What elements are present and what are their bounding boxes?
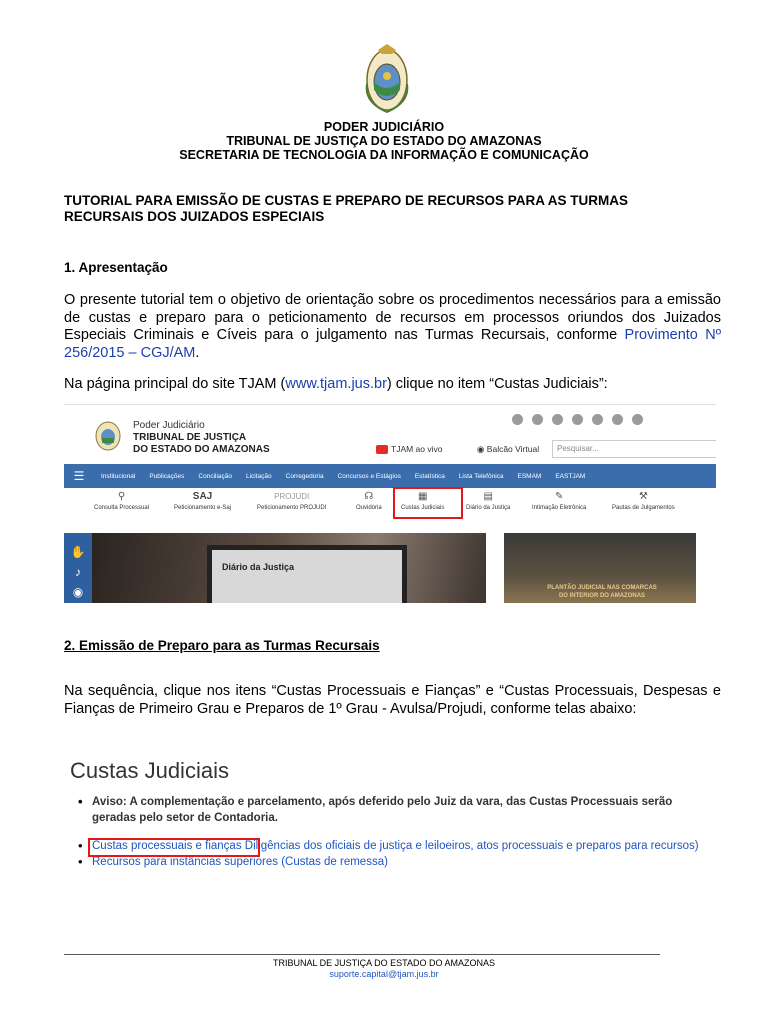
balcao-virtual-label: Balcão Virtual xyxy=(486,444,540,454)
header-line-judiciary: PODER JUDICIÁRIO xyxy=(323,120,445,134)
tjam-site-seal-icon xyxy=(94,421,122,451)
hamburger-menu-icon[interactable]: ☰ xyxy=(64,464,94,488)
header-line-tribunal: TRIBUNAL DE JUSTIÇA DO ESTADO DO AMAZONAS xyxy=(226,134,542,148)
shortcut-intimacao-eletronica[interactable] xyxy=(532,490,586,511)
document-title-line1: TUTORIAL PARA EMISSÃO DE CUSTAS E PREPARO DE RECURSOS PARA AS TURMAS xyxy=(64,193,629,208)
site-nav-bar xyxy=(64,464,716,488)
nav-item-licitacao[interactable]: Licitação xyxy=(246,472,272,480)
section-1-heading: 1. Apresentação xyxy=(64,260,168,275)
tjam-site-link[interactable]: www.tjam.jus.br xyxy=(285,376,387,392)
newspaper-icon: ▤ xyxy=(483,491,493,502)
document-title-line2: RECURSAIS DOS JUIZADOS ESPECIAIS xyxy=(64,209,325,224)
shortcut-esaj-label: Peticionamento e-Saj xyxy=(174,505,232,511)
plantao-line1: PLANTÃO JUDICIAL NAS COMARCAS xyxy=(547,585,657,591)
shortcut-ouvidoria-label: Ouvidoria xyxy=(356,505,382,511)
shortcut-intimacao-label: Intimação Eletrônica xyxy=(532,505,587,511)
custas-aviso-item: • Aviso: A complementação e parcelamento, após deferido pelo Juiz da vara, das Custas Processuais serão geradas pelo setor de Contadoria. xyxy=(76,794,716,826)
tjam-coat-of-arms-icon xyxy=(364,44,410,116)
shortcut-diario-justica[interactable] xyxy=(466,490,510,511)
section-2-paragraph: Na sequência, clique nos itens “Custas Processuais e Fianças” e “Custas Processuais, Despesas e Fianças de Primeiro Grau e Preparos de 1º Grau - Avulsa/Projudi, conforme telas abaixo: xyxy=(64,683,721,717)
camera-icon[interactable] xyxy=(572,414,583,425)
provimento-link[interactable]: Provimento Nº 256/2015 – CGJ/AM xyxy=(64,327,721,361)
custas-processuais-highlight xyxy=(88,838,260,857)
headset-icon: ☊ xyxy=(364,491,374,502)
nav-item-publicacoes[interactable]: Publicações xyxy=(149,472,185,480)
gavel-icon: ⚒ xyxy=(638,491,648,502)
nav-item-concursos[interactable]: Concursos e Estágios xyxy=(337,472,401,480)
tjam-instruction-after: ) clique no item “Custas Judiciais”: xyxy=(386,376,608,392)
shortcut-consulta-label: Consulta Processual xyxy=(94,505,150,511)
accessibility-sidebar xyxy=(64,533,92,603)
diligencias-link[interactable]: Diligências dos oficiais de justiça e leiloeiros, atos processuais e preparos para recursos) xyxy=(244,840,699,852)
tjam-ao-vivo-link[interactable] xyxy=(376,444,443,454)
nav-item-conciliacao[interactable]: Conciliação xyxy=(198,472,232,480)
custas-processuais-link[interactable]: Custas processuais e fianças xyxy=(92,840,242,852)
custas-page-title: Custas Judiciais xyxy=(70,758,229,783)
shortcut-pautas-label: Pautas de Julgamentos xyxy=(612,505,675,511)
header-line-secretaria: SECRETARIA DE TECNOLOGIA DA INFORMAÇÃO E COMUNICAÇÃO xyxy=(179,148,589,162)
audio-description-icon[interactable]: ♪ xyxy=(75,565,81,579)
tjam-instruction-before: Na página principal do site TJAM ( xyxy=(64,376,286,392)
document-edit-icon: ✎ xyxy=(554,491,564,502)
youtube-live-icon xyxy=(376,445,388,454)
tjam-site-org-line1: Poder Judiciário xyxy=(133,420,205,431)
shortcut-row xyxy=(64,490,716,522)
saj-logo: SAJ xyxy=(192,491,213,502)
recursos-instancias-link[interactable]: Recursos para instâncias superiores (Custas de remessa) xyxy=(92,856,388,868)
nav-item-corregedoria[interactable]: Corregedoria xyxy=(285,472,324,480)
social-icons xyxy=(512,414,643,425)
hand-sign-icon[interactable]: ✋ xyxy=(70,545,86,559)
youtube-icon[interactable] xyxy=(552,414,563,425)
user-icon[interactable] xyxy=(632,414,643,425)
magnifier-icon: ⚲ xyxy=(117,491,126,502)
tjam-ao-vivo-label: TJAM ao vivo xyxy=(391,444,443,454)
calculator-icon: ▦ xyxy=(417,491,428,502)
custas-judiciais-screenshot xyxy=(64,758,724,898)
twitter-icon[interactable] xyxy=(532,414,543,425)
laptop-illustration xyxy=(207,545,407,603)
section-1-paragraph-end: . xyxy=(195,344,200,361)
plantao-banner-text xyxy=(532,584,672,600)
tjam-site-org-line3: DO ESTADO DO AMAZONAS xyxy=(133,444,270,455)
shortcut-peticionamento-esaj[interactable] xyxy=(174,490,231,511)
custas-list xyxy=(76,794,716,870)
plantao-line2: DO INTERIOR DO AMAZONAS xyxy=(558,593,646,599)
section-1-paragraph-text: O presente tutorial tem o objetivo de orientação sobre os procedimentos necessários para a emissão de custas e preparo para o peticionamento de recursos em processos oriundos dos Juizados Especiais Criminais e Cíveis para o julgamento nas Turmas Recursais, conforme xyxy=(64,292,721,343)
banner-diario-title: Diário da Justiça xyxy=(222,562,295,572)
shortcut-ouvidoria[interactable] xyxy=(356,490,382,511)
nav-item-eastjam[interactable]: EASTJAM xyxy=(555,472,586,480)
tjam-site-org-line2: TRIBUNAL DE JUSTIÇA xyxy=(133,432,247,443)
shortcut-consulta-processual[interactable] xyxy=(94,490,149,511)
shortcut-projudi-label: Peticionamento PROJUDI xyxy=(257,505,327,511)
nav-item-lista-telefonica[interactable]: Lista Telefônica xyxy=(458,472,504,480)
site-search-input[interactable]: Pesquisar... xyxy=(552,440,716,458)
projudi-logo: PROJUDI xyxy=(274,492,310,501)
nav-item-esmam[interactable]: ESMAM xyxy=(517,472,542,480)
footer-rule xyxy=(64,954,660,955)
shortcut-peticionamento-projudi[interactable] xyxy=(257,490,326,511)
tjam-banner-screenshot xyxy=(64,533,696,603)
nav-item-estatistica[interactable]: Estatística xyxy=(414,472,445,480)
nav-item-institucional[interactable]: Institucional xyxy=(101,472,136,480)
shortcut-pautas-julgamentos[interactable] xyxy=(612,490,675,511)
banner-carousel-image[interactable] xyxy=(92,533,486,603)
plantao-banner[interactable] xyxy=(504,533,696,603)
mail-icon[interactable] xyxy=(612,414,623,425)
section-1-paragraph xyxy=(64,292,721,362)
globe-icon: ◉ xyxy=(477,444,485,454)
instagram-icon[interactable] xyxy=(512,414,523,425)
shortcut-diario-label: Diário da Justiça xyxy=(466,505,511,511)
footer-email-link[interactable]: suporte.capital@tjam.jus.br xyxy=(329,969,439,979)
tjam-site-screenshot xyxy=(64,404,716,522)
document-title xyxy=(64,193,724,225)
section-2-heading: 2. Emissão de Preparo para as Turmas Recursais xyxy=(64,638,380,653)
balcao-virtual-link[interactable] xyxy=(477,444,539,455)
shortcut-custas-label: Custas Judiciais xyxy=(401,505,445,511)
eye-icon[interactable]: ◉ xyxy=(72,585,84,599)
tjam-instruction-paragraph xyxy=(64,376,721,394)
footer-tribunal: TRIBUNAL DE JUSTIÇA DO ESTADO DO AMAZONAS xyxy=(272,958,496,968)
custas-judiciais-highlight xyxy=(393,487,463,519)
flickr-icon[interactable] xyxy=(592,414,603,425)
